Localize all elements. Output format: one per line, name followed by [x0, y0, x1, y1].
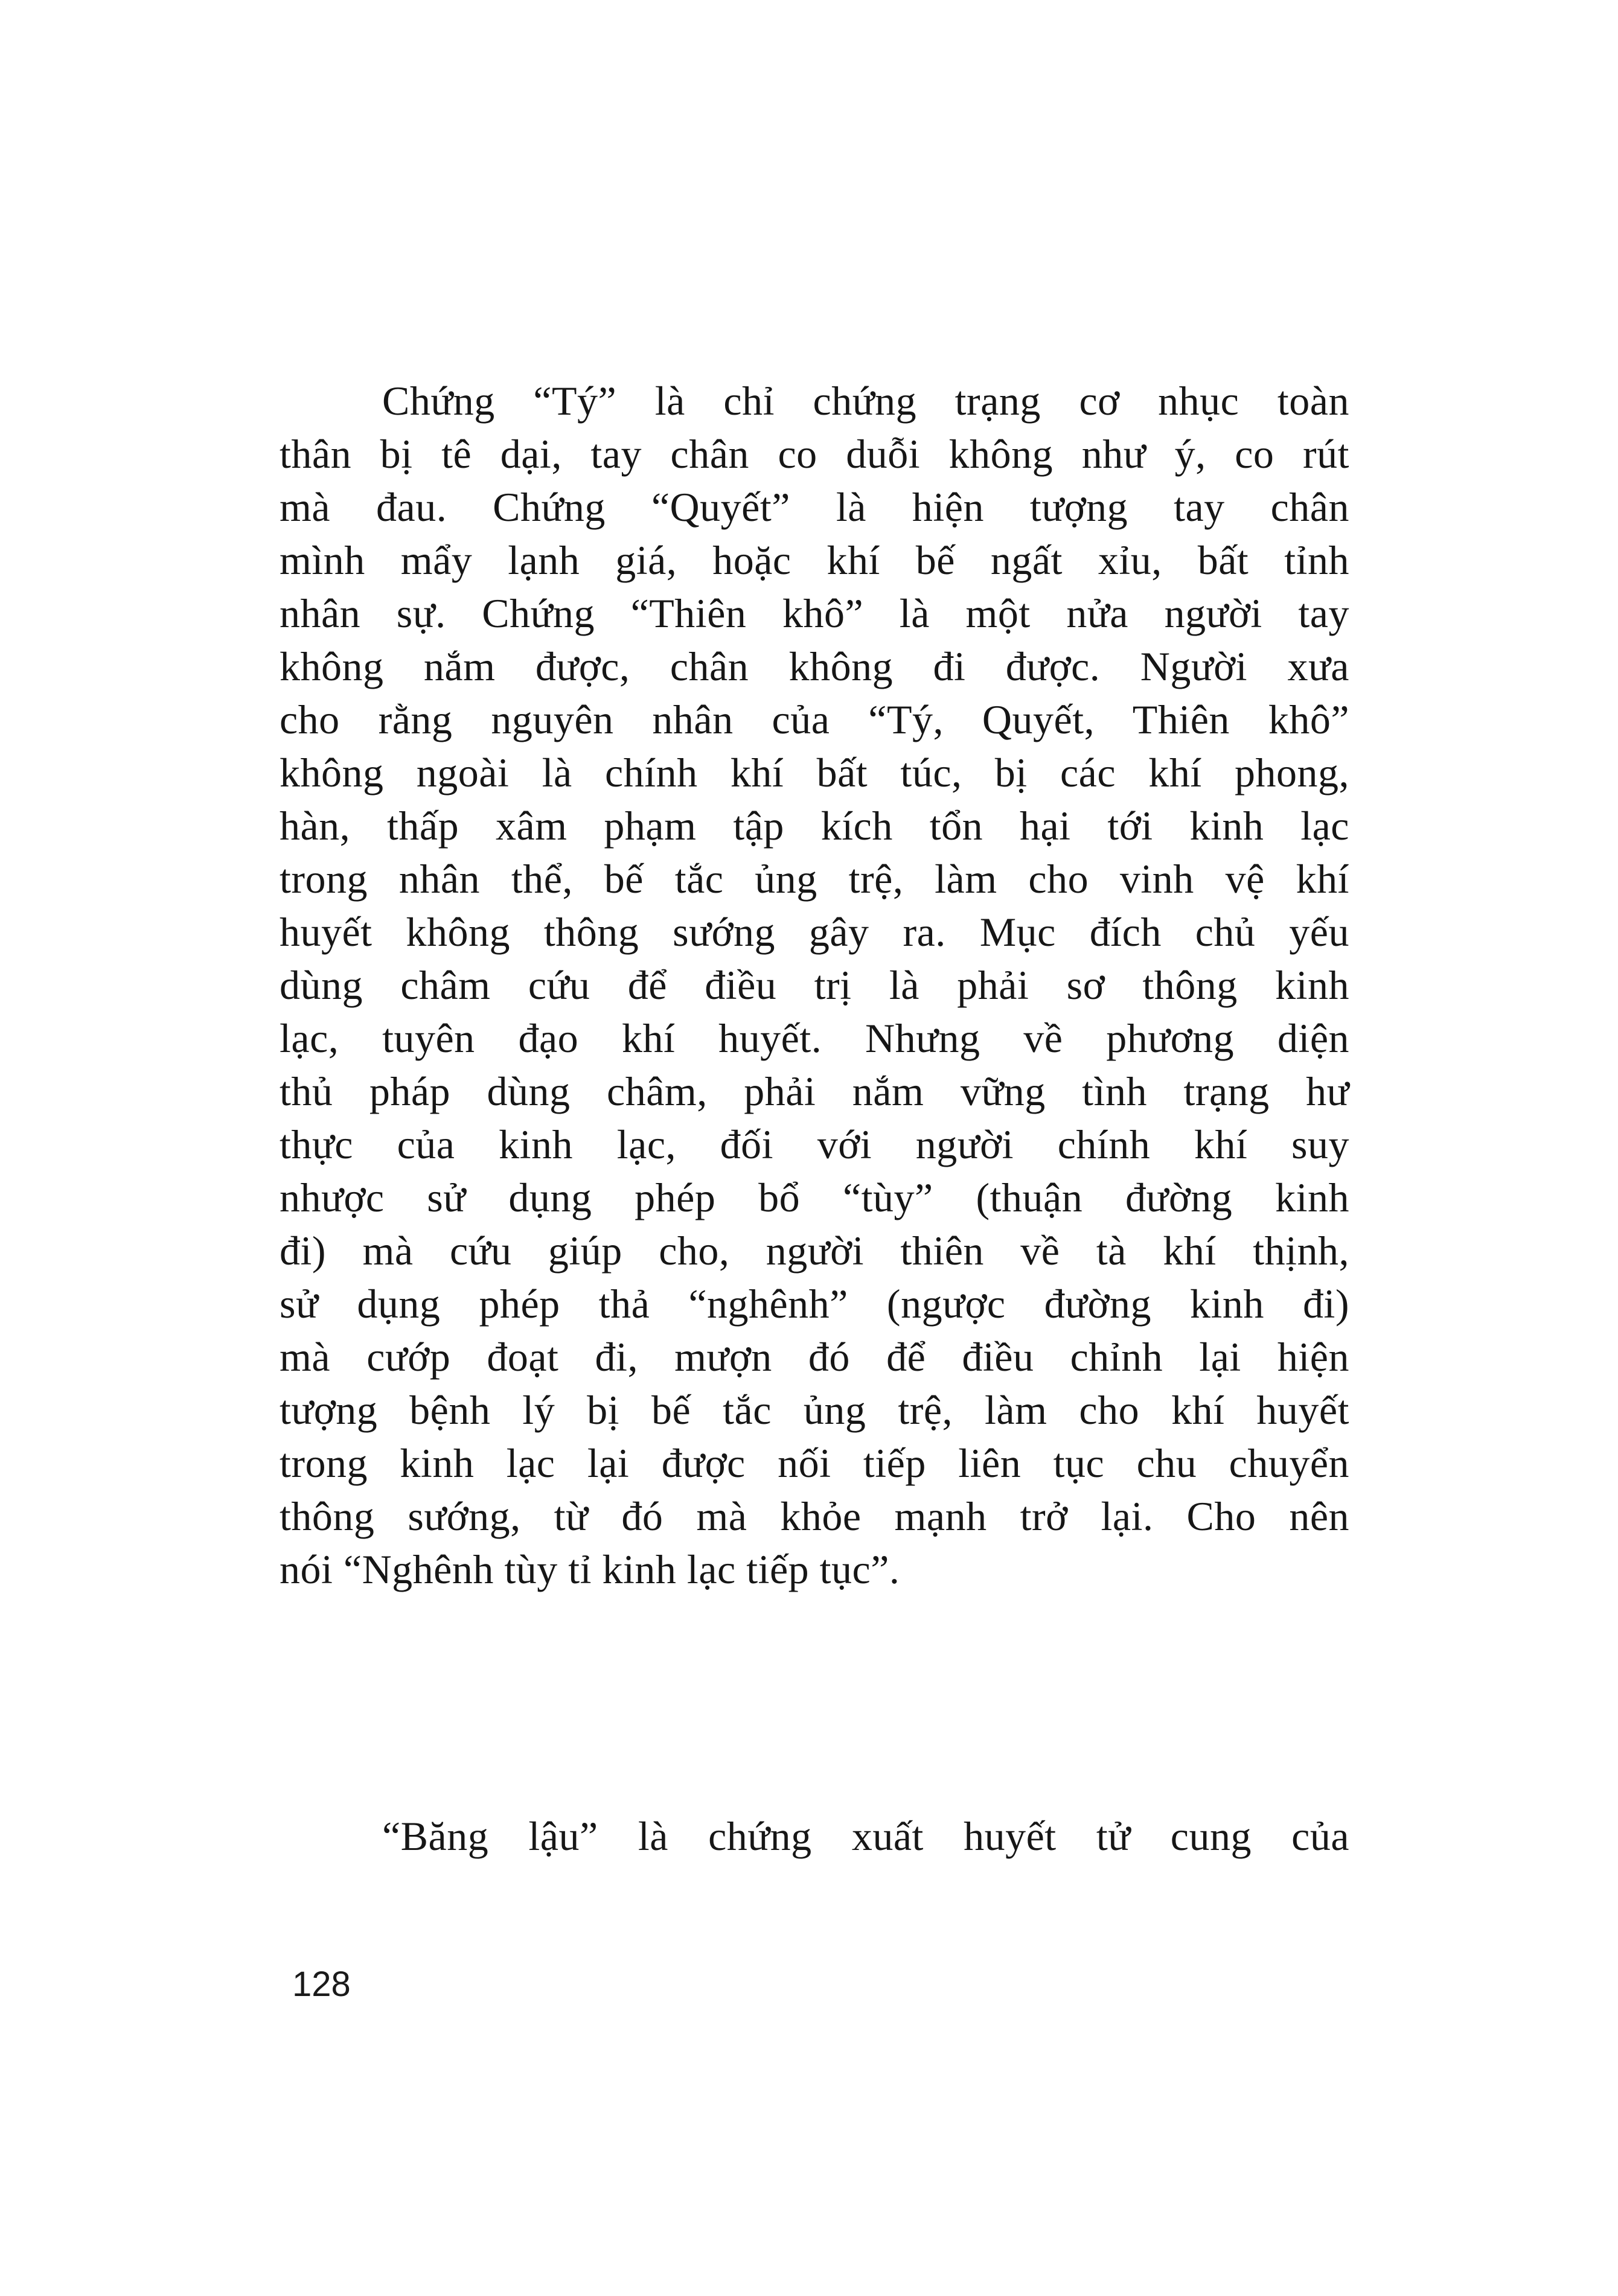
text-line: Chứng “Tý” là chỉ chứng trạng cơ nhục toàn [382, 378, 1349, 424]
text-line: hàn, thấp xâm phạm tập kích tổn hại tới kinh lạc [280, 803, 1349, 849]
paragraph-bang-lau [280, 1810, 1349, 1863]
text-line: thông sướng, từ đó mà khỏe mạnh trở lại. Cho nên [280, 1493, 1349, 1539]
text-line: thủ pháp dùng châm, phải nắm vững tình trạng hư [280, 1068, 1349, 1114]
text-line: nhân sự. Chứng “Thiên khô” là một nửa người tay [280, 590, 1349, 636]
text-line: thực của kinh lạc, đối với người chính khí suy [280, 1121, 1349, 1167]
text-line: thân bị tê dại, tay chân co duỗi không như ý, co rút [280, 431, 1349, 477]
text-line: lạc, tuyên đạo khí huyết. Nhưng về phương diện [280, 1015, 1349, 1061]
text-line: trong kinh lạc lại được nối tiếp liên tục chu chuyển [280, 1440, 1349, 1486]
paragraph-ty-quyet-thien-kho [280, 374, 1349, 1596]
text-line: không ngoài là chính khí bất túc, bị các khí phong, [280, 750, 1349, 796]
text-line: trong nhân thể, bế tắc ủng trệ, làm cho vinh vệ khí [280, 856, 1349, 902]
text-line: tượng bệnh lý bị bế tắc ủng trệ, làm cho khí huyết [280, 1387, 1349, 1433]
page-number: 128 [292, 1965, 351, 2004]
text-line: nhược sử dụng phép bổ “tùy” (thuận đường kinh [280, 1175, 1349, 1220]
text-line: cho rằng nguyên nhân của “Tý, Quyết, Thiên khô” [280, 697, 1349, 742]
text-line: nói “Nghênh tùy tỉ kinh lạc tiếp tục”. [280, 1546, 900, 1592]
text-line: mà cướp đoạt đi, mượn đó để điều chỉnh lại hiện [280, 1334, 1349, 1380]
text-line: huyết không thông sướng gây ra. Mục đích chủ yếu [280, 909, 1349, 955]
text-line: “Băng lậu” là chứng xuất huyết tử cung của [382, 1813, 1349, 1859]
text-line: đi) mà cứu giúp cho, người thiên về tà khí thịnh, [280, 1228, 1349, 1274]
text-line: mình mẩy lạnh giá, hoặc khí bế ngất xỉu, bất tỉnh [280, 537, 1349, 583]
text-line: mà đau. Chứng “Quyết” là hiện tượng tay chân [280, 484, 1349, 530]
text-line: không nắm được, chân không đi được. Người xưa [280, 643, 1349, 689]
text-line: sử dụng phép thả “nghênh” (ngược đường kinh đi) [280, 1281, 1349, 1327]
text-line: dùng châm cứu để điều trị là phải sơ thông kinh [280, 962, 1349, 1008]
